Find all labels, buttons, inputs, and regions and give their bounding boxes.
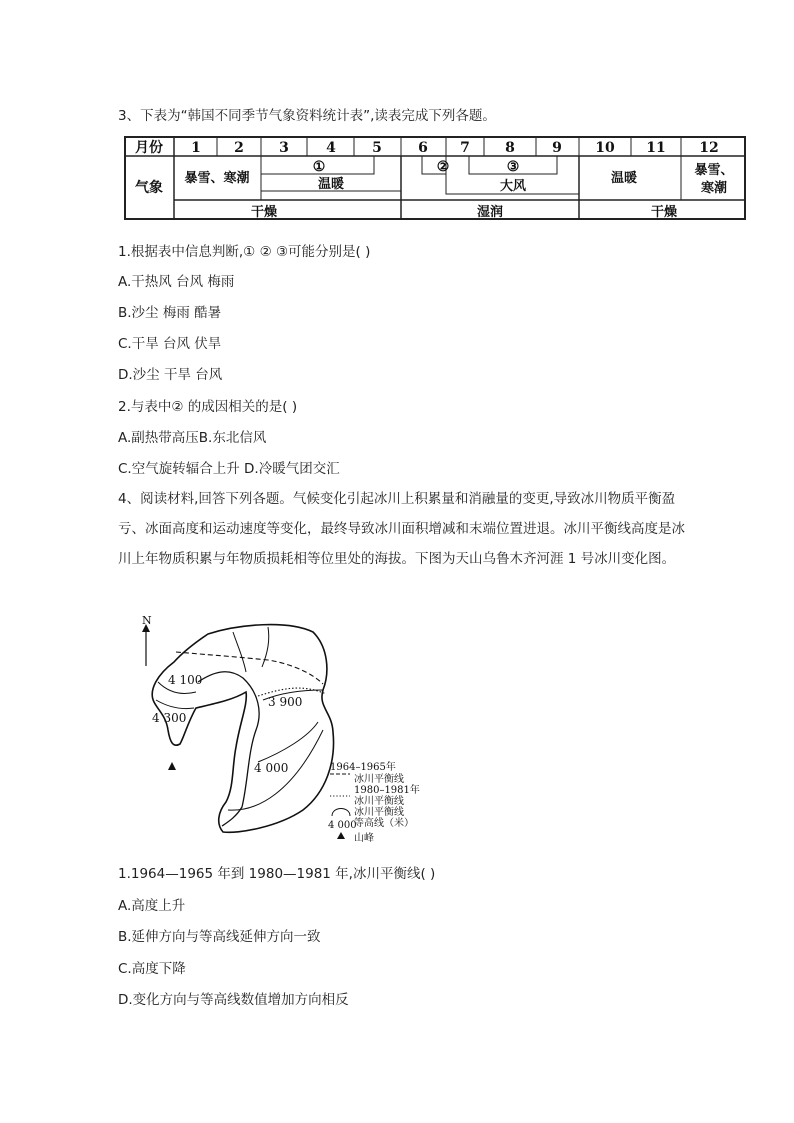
wind: 大风 xyxy=(499,179,527,194)
q4-1-option-a: A.高度上升 xyxy=(118,898,186,914)
month-12: 12 xyxy=(699,140,719,156)
weather-header: 气象 xyxy=(135,180,163,196)
blizzard-right-2: 寒潮 xyxy=(700,181,728,196)
legend-contour-line xyxy=(332,809,350,817)
circle-2: ② xyxy=(436,159,450,175)
contour-3900: 3 900 xyxy=(268,695,303,709)
map-legend xyxy=(328,760,420,844)
warm-mid: 温暖 xyxy=(317,177,345,192)
q4-1-option-c: C.高度下降 xyxy=(118,961,186,977)
q3-1-stem: 1.根据表中信息判断,① ② ③可能分别是( ) xyxy=(118,244,371,260)
circle-3: ③ xyxy=(506,159,520,175)
legend-dot-label: 冰川平衡线 xyxy=(354,796,404,807)
climate-table xyxy=(124,136,746,220)
month-9: 9 xyxy=(552,140,562,156)
humid: 湿润 xyxy=(476,205,504,220)
month-3: 3 xyxy=(279,140,289,156)
legend-contour-label-2: 等高线（米） xyxy=(354,818,414,829)
q3-1-option-d: D.沙尘 干旱 台风 xyxy=(118,367,223,383)
legend-dash-label: 冰川平衡线 xyxy=(354,774,404,785)
legend-peak-icon xyxy=(337,832,345,839)
q4-intro: 4、阅读材料,回答下列各题。气候变化引起冰川上积累量和消融量的变更,导致冰川物质平衡盈亏、冰面高度和运动速度等变化，最终导致冰川面积增减和末端位置进退。冰川平衡线高度是冰川上年物质积累与年物质损耗相等位里处的海拔。下图为天山乌鲁木齐河涯 1 号冰川变化图。 xyxy=(118,491,685,567)
glacier-map xyxy=(118,612,438,847)
warm-right: 温暖 xyxy=(610,171,638,186)
q4-1-stem: 1.1964—1965 年到 1980—1981 年,冰川平衡线( ) xyxy=(118,866,436,882)
month-5: 5 xyxy=(372,140,382,156)
q4-1-option-d: D.变化方向与等高线数值增加方向相反 xyxy=(118,992,349,1008)
q3-2-stem: 2.与表中② 的成因相关的是( ) xyxy=(118,399,298,415)
month-1: 1 xyxy=(191,140,201,156)
circle-1: ① xyxy=(312,159,326,175)
legend-contour-label-1: 冰川平衡线 xyxy=(354,807,404,818)
month-4: 4 xyxy=(326,140,336,156)
dry-right: 干燥 xyxy=(650,205,678,220)
contour-4300: 4 300 xyxy=(152,711,187,725)
dry-left: 干燥 xyxy=(250,205,278,220)
peak-icon xyxy=(168,762,176,770)
month-6: 6 xyxy=(418,140,428,156)
q3-intro: 3、下表为“韩国不同季节气象资料统计表”,读表完成下列各题。 xyxy=(118,108,496,124)
legend-contour-value: 4 000 xyxy=(328,820,357,831)
month-2: 2 xyxy=(234,140,244,156)
month-header: 月份 xyxy=(135,140,163,156)
month-8: 8 xyxy=(505,140,515,156)
contour-4100: 4 100 xyxy=(168,673,203,687)
month-10: 10 xyxy=(595,140,615,156)
q3-2-option-ab: A.副热带高压B.东北信风 xyxy=(118,430,267,446)
q4-1-option-b: B.延伸方向与等高线延伸方向一致 xyxy=(118,929,321,945)
contour-4000: 4 000 xyxy=(254,761,289,775)
north-label: N xyxy=(142,614,152,627)
month-7: 7 xyxy=(460,140,470,156)
legend-dot-year: 1980–1981年 xyxy=(354,785,420,796)
blizzard-left: 暴雪、寒潮 xyxy=(184,171,250,186)
legend-peak-label: 山峰 xyxy=(354,833,374,844)
q3-2-option-cd: C.空气旋转辐合上升 D.冷暖气团交汇 xyxy=(118,461,340,477)
legend-dash-year: 1964–1965年 xyxy=(330,762,396,773)
q3-1-option-b: B.沙尘 梅雨 酷暑 xyxy=(118,305,222,321)
blizzard-right-1: 暴雪、 xyxy=(694,163,734,178)
q3-1-option-a: A.干热风 台风 梅雨 xyxy=(118,274,235,290)
month-11: 11 xyxy=(646,140,666,156)
q3-1-option-c: C.干旱 台风 伏旱 xyxy=(118,336,222,352)
